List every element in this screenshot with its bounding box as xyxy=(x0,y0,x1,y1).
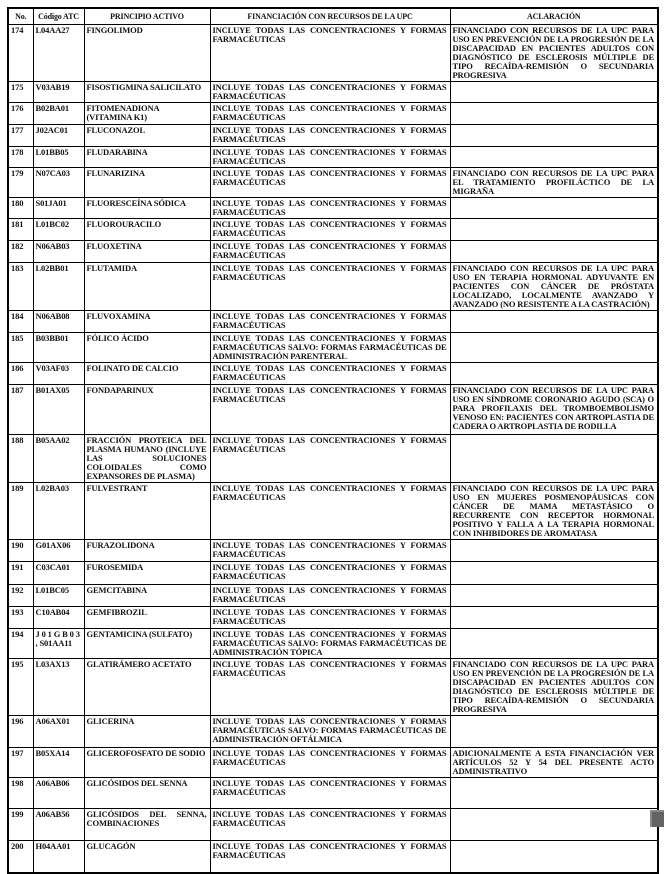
table-row xyxy=(8,333,658,363)
row-number-cell: 198 xyxy=(8,778,33,809)
clarification-cell xyxy=(450,809,658,841)
financing-cell: INCLUYE TODAS LAS CONCENTRACIONES Y FORMAS FARMACÉUTICAS SALVO: FORMAS FARMACÉUTICAS DE ADMINISTRACIÓN OFTÁLMICA xyxy=(210,716,450,748)
row-number-cell: 194 xyxy=(8,629,33,659)
active-ingredient-cell: FLUTAMIDA xyxy=(84,263,210,311)
atc-code-cell: B03BB01 xyxy=(33,333,84,363)
clarification-cell xyxy=(450,125,658,147)
table-row xyxy=(8,219,658,241)
clarification-cell: FINANCIADO CON RECURSOS DE LA UPC PARA EL TRATAMIENTO PROFILÁCTICO DE LA MIGRAÑA xyxy=(450,168,658,198)
clarification-cell xyxy=(450,82,658,103)
row-number-cell: 192 xyxy=(8,585,33,607)
financing-cell: INCLUYE TODAS LAS CONCENTRACIONES Y FORMAS FARMACÉUTICAS xyxy=(210,562,450,585)
row-number-cell: 174 xyxy=(8,25,33,82)
clarification-cell: FINANCIADO CON RECURSOS DE LA UPC PARA USO EN TERAPIA HORMONAL ADYUVANTE EN PACIENTES CON CÁNCER DE PRÓSTATA LOCALIZADO, LOCALMENTE AVANZADO Y AVANZADO (NO RESISTENTE A LA CASTRACIÓN) xyxy=(450,263,658,311)
active-ingredient-cell: GLICEROFOSFATO DE SODIO xyxy=(84,748,210,778)
active-ingredient-cell: FLUDARABINA xyxy=(84,147,210,168)
row-number-cell: 177 xyxy=(8,125,33,147)
col-header-principio-activo: PRINCIPIO ACTIVO xyxy=(84,8,210,25)
atc-code-cell: J 0 1 G B 0 3 , S01AA11 xyxy=(33,629,84,659)
clarification-cell xyxy=(450,778,658,809)
table-row xyxy=(8,311,658,333)
atc-code-cell: L04AA27 xyxy=(33,25,84,82)
atc-code-cell: J02AC01 xyxy=(33,125,84,147)
active-ingredient-cell: GEMCITABINA xyxy=(84,585,210,607)
row-number-cell: 185 xyxy=(8,333,33,363)
financing-cell: INCLUYE TODAS LAS CONCENTRACIONES Y FORMAS FARMACÉUTICAS xyxy=(210,363,450,385)
financing-cell: INCLUYE TODAS LAS CONCENTRACIONES Y FORMAS FARMACÉUTICAS xyxy=(210,168,450,198)
row-number-cell: 187 xyxy=(8,385,33,435)
atc-code-cell: B05XA14 xyxy=(33,748,84,778)
table-row xyxy=(8,82,658,103)
row-number-cell: 186 xyxy=(8,363,33,385)
clarification-cell: FINANCIADO CON RECURSOS DE LA UPC PARA USO EN SÍNDROME CORONARIO AGUDO (SCA) O PARA PROFILAXIS DEL TROMBOEMBOLISMO VENOSO EN: PACIENTES CON ARTROPLASTIA DE CADERA O ARTROPLASTIA DE RODILLA xyxy=(450,385,658,435)
financing-cell: INCLUYE TODAS LAS CONCENTRACIONES Y FORMAS FARMACÉUTICAS xyxy=(210,841,450,873)
financing-cell: INCLUYE TODAS LAS CONCENTRACIONES Y FORMAS FARMACÉUTICAS xyxy=(210,311,450,333)
atc-code-cell: A06AX01 xyxy=(33,716,84,748)
clarification-cell: FINANCIADO CON RECURSOS DE LA UPC PARA USO EN PREVENCIÓN DE LA PROGRESIÓN DE LA DISCAPACIDAD EN PACIENTES ADULTOS CON DIAGNÓSTICO DE ESCLEROSIS MÚLTIPLE DE TIPO RECAÍDA-REMISIÓN O SECUNDARIA PROGRESIVA xyxy=(450,25,658,82)
row-number-cell: 176 xyxy=(8,103,33,125)
clarification-cell xyxy=(450,363,658,385)
financing-cell: INCLUYE TODAS LAS CONCENTRACIONES Y FORMAS FARMACÉUTICAS xyxy=(210,198,450,219)
table-row xyxy=(8,147,658,168)
financing-cell: INCLUYE TODAS LAS CONCENTRACIONES Y FORMAS FARMACÉUTICAS xyxy=(210,385,450,435)
financing-cell: INCLUYE TODAS LAS CONCENTRACIONES Y FORMAS FARMACÉUTICAS xyxy=(210,125,450,147)
active-ingredient-cell: FLUOXETINA xyxy=(84,241,210,263)
row-number-cell: 195 xyxy=(8,659,33,716)
financing-cell: INCLUYE TODAS LAS CONCENTRACIONES Y FORMAS FARMACÉUTICAS xyxy=(210,435,450,483)
active-ingredient-cell: FLUVOXAMINA xyxy=(84,311,210,333)
active-ingredient-cell: GLICÓSIDOS DEL SENNA, COMBINACIONES xyxy=(84,809,210,841)
row-number-cell: 189 xyxy=(8,483,33,540)
table-row xyxy=(8,385,658,435)
active-ingredient-cell: FLUCONAZOL xyxy=(84,125,210,147)
page-corner-handle xyxy=(650,810,664,827)
clarification-cell xyxy=(450,841,658,873)
row-number-cell: 182 xyxy=(8,241,33,263)
clarification-cell: FINANCIADO CON RECURSOS DE LA UPC PARA USO EN MUJERES POSMENOPÁUSICAS CON CÁNCER DE MAMA METASTÁSICO O RECURRENTE CON RECEPTOR HORMONAL POSITIVO Y FALLA A LA TERAPIA HORMONAL CON INHIBIDORES DE AROMATASA xyxy=(450,483,658,540)
row-number-cell: 196 xyxy=(8,716,33,748)
table-row xyxy=(8,198,658,219)
clarification-cell xyxy=(450,435,658,483)
table-row xyxy=(8,125,658,147)
active-ingredient-cell: FONDAPARINUX xyxy=(84,385,210,435)
table-row xyxy=(8,562,658,585)
row-number-cell: 183 xyxy=(8,263,33,311)
atc-code-cell: C03CA01 xyxy=(33,562,84,585)
atc-code-cell: H04AA01 xyxy=(33,841,84,873)
clarification-cell xyxy=(450,219,658,241)
atc-code-cell: L03AX13 xyxy=(33,659,84,716)
financing-cell: INCLUYE TODAS LAS CONCENTRACIONES Y FORMAS FARMACÉUTICAS xyxy=(210,241,450,263)
table-row xyxy=(8,778,658,809)
atc-code-cell: A06AB06 xyxy=(33,778,84,809)
clarification-cell xyxy=(450,311,658,333)
active-ingredient-cell: FISOSTIGMINA SALICILATO xyxy=(84,82,210,103)
atc-code-cell: B01AX05 xyxy=(33,385,84,435)
table-row xyxy=(8,841,658,873)
table-body xyxy=(8,25,658,873)
clarification-cell xyxy=(450,585,658,607)
financing-cell: INCLUYE TODAS LAS CONCENTRACIONES Y FORMAS FARMACÉUTICAS xyxy=(210,748,450,778)
row-number-cell: 184 xyxy=(8,311,33,333)
active-ingredient-cell: GLICERINA xyxy=(84,716,210,748)
financing-cell: INCLUYE TODAS LAS CONCENTRACIONES Y FORMAS FARMACÉUTICAS xyxy=(210,659,450,716)
active-ingredient-cell: FRACCIÓN PROTEICA DEL PLASMA HUMANO (INCLUYE LAS SOLUCIONES COLOIDALES COMO EXPANSORES DE PLASMA) xyxy=(84,435,210,483)
financing-cell: INCLUYE TODAS LAS CONCENTRACIONES Y FORMAS FARMACÉUTICAS xyxy=(210,540,450,562)
clarification-cell xyxy=(450,629,658,659)
atc-code-cell: V03AB19 xyxy=(33,82,84,103)
table-row xyxy=(8,103,658,125)
table-row xyxy=(8,809,658,841)
atc-code-cell: L02BB01 xyxy=(33,263,84,311)
atc-code-cell: A06AB56 xyxy=(33,809,84,841)
atc-code-cell: S01JA01 xyxy=(33,198,84,219)
active-ingredient-cell: FLUOROURACILO xyxy=(84,219,210,241)
table-header-row xyxy=(8,8,658,25)
atc-code-cell: L01BC05 xyxy=(33,585,84,607)
atc-code-cell: V03AF03 xyxy=(33,363,84,385)
table-row xyxy=(8,748,658,778)
atc-code-cell: L01BC02 xyxy=(33,219,84,241)
row-number-cell: 175 xyxy=(8,82,33,103)
financing-cell: INCLUYE TODAS LAS CONCENTRACIONES Y FORMAS FARMACÉUTICAS xyxy=(210,809,450,841)
row-number-cell: 188 xyxy=(8,435,33,483)
row-number-cell: 179 xyxy=(8,168,33,198)
active-ingredient-cell: FLUORESCEÍNA SÓDICA xyxy=(84,198,210,219)
col-header-no: No. xyxy=(8,8,33,25)
atc-code-cell: G01AX06 xyxy=(33,540,84,562)
financing-cell: INCLUYE TODAS LAS CONCENTRACIONES Y FORMAS FARMACÉUTICAS xyxy=(210,25,450,82)
medications-financing-table xyxy=(7,7,659,874)
active-ingredient-cell: GEMFIBROZIL xyxy=(84,607,210,629)
clarification-cell xyxy=(450,562,658,585)
row-number-cell: 190 xyxy=(8,540,33,562)
table-row xyxy=(8,540,658,562)
clarification-cell xyxy=(450,333,658,363)
row-number-cell: 200 xyxy=(8,841,33,873)
financing-cell: INCLUYE TODAS LAS CONCENTRACIONES Y FORMAS FARMACÉUTICAS xyxy=(210,778,450,809)
table-row xyxy=(8,716,658,748)
row-number-cell: 197 xyxy=(8,748,33,778)
atc-code-cell: L02BA03 xyxy=(33,483,84,540)
row-number-cell: 199 xyxy=(8,809,33,841)
row-number-cell: 178 xyxy=(8,147,33,168)
active-ingredient-cell: FITOMENADIONA (VITAMINA K1) xyxy=(84,103,210,125)
clarification-cell xyxy=(450,241,658,263)
financing-cell: INCLUYE TODAS LAS CONCENTRACIONES Y FORMAS FARMACÉUTICAS xyxy=(210,585,450,607)
clarification-cell xyxy=(450,198,658,219)
financing-cell: INCLUYE TODAS LAS CONCENTRACIONES Y FORMAS FARMACÉUTICAS SALVO: FORMAS FARMACÉUTICAS DE ADMINISTRACIÓN PARENTERAL xyxy=(210,333,450,363)
table-row xyxy=(8,659,658,716)
col-header-financiacion-upc: FINANCIACIÓN CON RECURSOS DE LA UPC xyxy=(210,8,450,25)
clarification-cell: ADICIONALMENTE A ESTA FINANCIACIÓN VER ARTÍCULOS 52 Y 54 DEL PRESENTE ACTO ADMINISTRATIVO xyxy=(450,748,658,778)
table-row xyxy=(8,629,658,659)
table-row xyxy=(8,25,658,82)
row-number-cell: 180 xyxy=(8,198,33,219)
col-header-codigo-atc: Código ATC xyxy=(33,8,84,25)
table-row xyxy=(8,607,658,629)
table-row xyxy=(8,435,658,483)
atc-code-cell: C10AB04 xyxy=(33,607,84,629)
table-row xyxy=(8,585,658,607)
financing-cell: INCLUYE TODAS LAS CONCENTRACIONES Y FORMAS FARMACÉUTICAS xyxy=(210,147,450,168)
financing-cell: INCLUYE TODAS LAS CONCENTRACIONES Y FORMAS FARMACÉUTICAS xyxy=(210,263,450,311)
row-number-cell: 191 xyxy=(8,562,33,585)
clarification-cell xyxy=(450,103,658,125)
clarification-cell xyxy=(450,607,658,629)
atc-code-cell: B05AA02 xyxy=(33,435,84,483)
table-row xyxy=(8,363,658,385)
financing-cell: INCLUYE TODAS LAS CONCENTRACIONES Y FORMAS FARMACÉUTICAS xyxy=(210,607,450,629)
atc-code-cell: L01BB05 xyxy=(33,147,84,168)
financing-cell: INCLUYE TODAS LAS CONCENTRACIONES Y FORMAS FARMACÉUTICAS SALVO: FORMAS FARMACÉUTICAS DE ADMINISTRACIÓN TÓPICA xyxy=(210,629,450,659)
clarification-cell xyxy=(450,540,658,562)
active-ingredient-cell: FLUNARIZINA xyxy=(84,168,210,198)
clarification-cell: FINANCIADO CON RECURSOS DE LA UPC PARA USO EN PREVENCIÓN DE LA PROGRESIÓN DE LA DISCAPACIDAD EN PACIENTES ADULTOS CON DIAGNÓSTICO DE ESCLEROSIS MÚLTIPLE DE TIPO RECAÍDA-REMISIÓN O SECUNDARIA PROGRESIVA xyxy=(450,659,658,716)
atc-code-cell: B02BA01 xyxy=(33,103,84,125)
table-row xyxy=(8,263,658,311)
active-ingredient-cell: FINGOLIMOD xyxy=(84,25,210,82)
financing-cell: INCLUYE TODAS LAS CONCENTRACIONES Y FORMAS FARMACÉUTICAS xyxy=(210,82,450,103)
col-header-aclaracion: ACLARACIÓN xyxy=(450,8,658,25)
atc-code-cell: N07CA03 xyxy=(33,168,84,198)
active-ingredient-cell: FÓLICO ÁCIDO xyxy=(84,333,210,363)
table-row xyxy=(8,483,658,540)
active-ingredient-cell: FOLINATO DE CALCIO xyxy=(84,363,210,385)
row-number-cell: 193 xyxy=(8,607,33,629)
financing-cell: INCLUYE TODAS LAS CONCENTRACIONES Y FORMAS FARMACÉUTICAS xyxy=(210,103,450,125)
active-ingredient-cell: GLUCAGÓN xyxy=(84,841,210,873)
atc-code-cell: N06AB03 xyxy=(33,241,84,263)
atc-code-cell: N06AB08 xyxy=(33,311,84,333)
row-number-cell: 181 xyxy=(8,219,33,241)
financing-cell: INCLUYE TODAS LAS CONCENTRACIONES Y FORMAS FARMACÉUTICAS xyxy=(210,219,450,241)
active-ingredient-cell: FURAZOLIDONA xyxy=(84,540,210,562)
active-ingredient-cell: GLATIRÁMERO ACETATO xyxy=(84,659,210,716)
financing-cell: INCLUYE TODAS LAS CONCENTRACIONES Y FORMAS FARMACÉUTICAS xyxy=(210,483,450,540)
active-ingredient-cell: FUROSEMIDA xyxy=(84,562,210,585)
table-row xyxy=(8,168,658,198)
clarification-cell xyxy=(450,716,658,748)
active-ingredient-cell: GENTAMICINA (SULFATO) xyxy=(84,629,210,659)
clarification-cell xyxy=(450,147,658,168)
active-ingredient-cell: FULVESTRANT xyxy=(84,483,210,540)
active-ingredient-cell: GLICÓSIDOS DEL SENNA xyxy=(84,778,210,809)
table-row xyxy=(8,241,658,263)
